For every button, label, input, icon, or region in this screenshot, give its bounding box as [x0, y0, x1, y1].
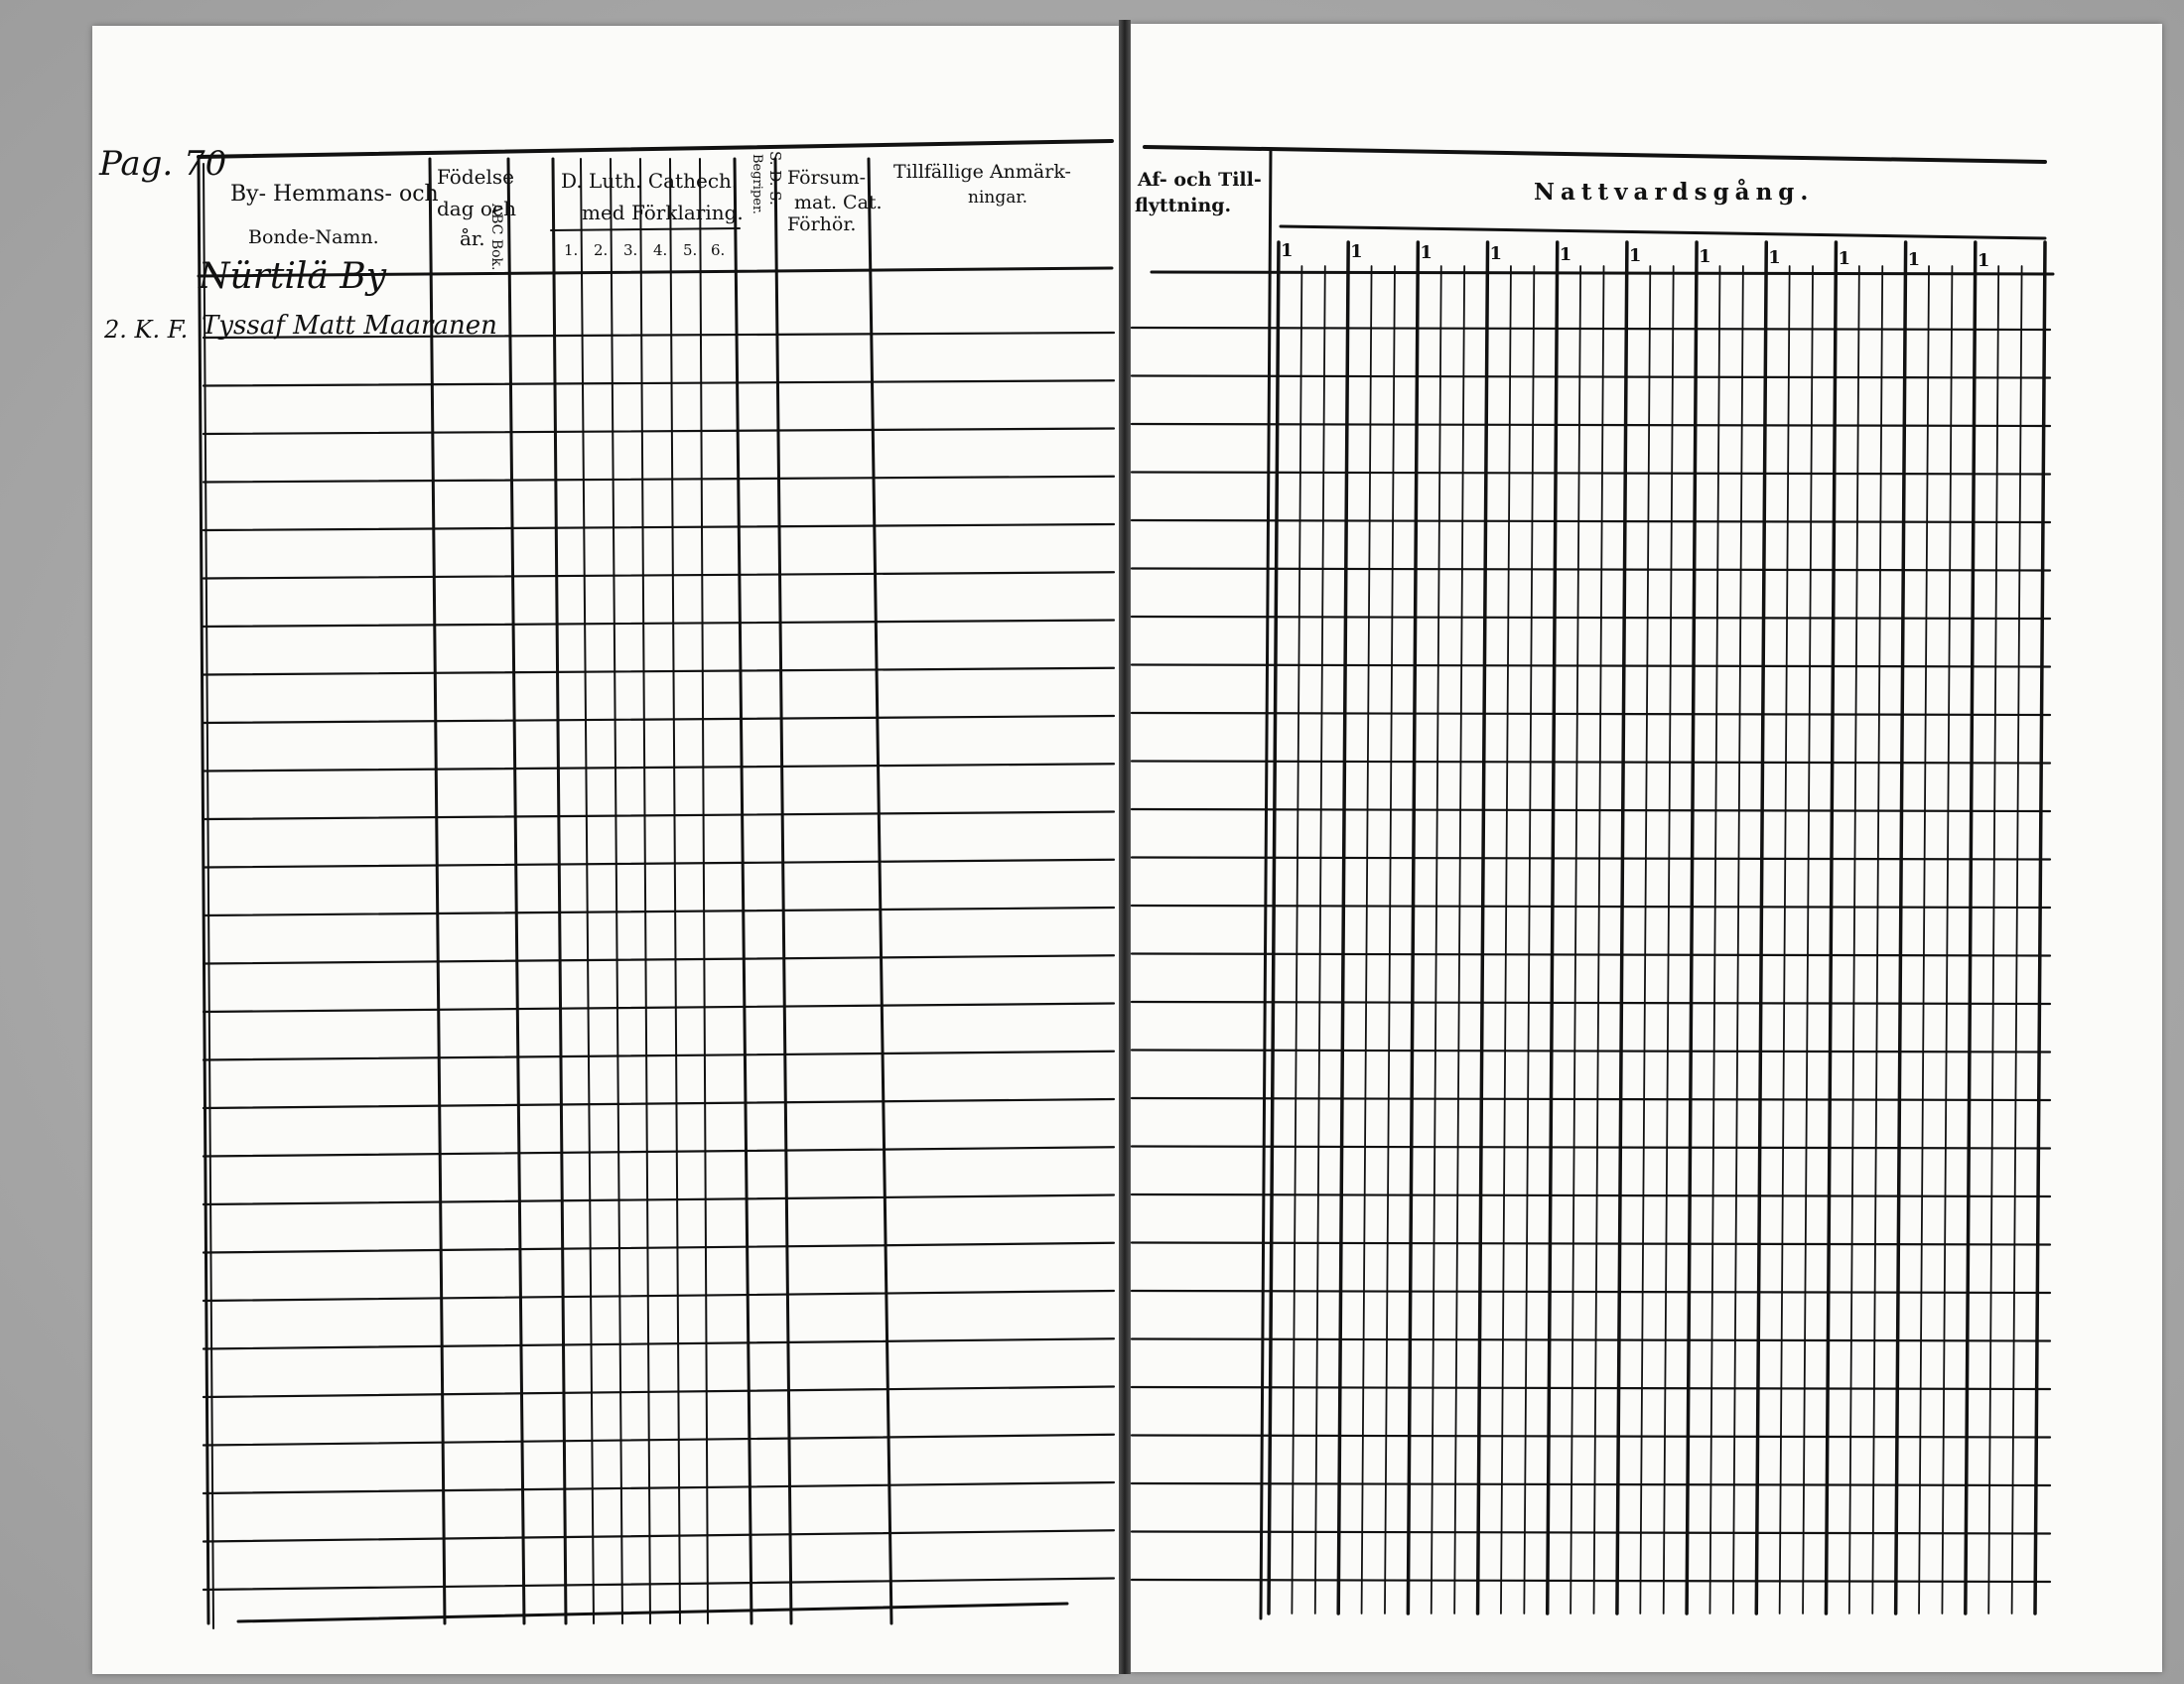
nattvard-minor-line	[1849, 266, 1859, 1614]
right-row-line	[1132, 1194, 2050, 1196]
left-row-line	[204, 1387, 1114, 1398]
left-row-line	[204, 621, 1114, 628]
right-row-line	[1132, 954, 2050, 956]
year-mark: 1	[1977, 250, 1990, 271]
left-row-line	[204, 668, 1114, 675]
year-mark: 1	[1559, 244, 1572, 265]
nattvard-major-line	[1966, 242, 1976, 1614]
right-row-line	[1132, 1147, 2050, 1149]
left-row-line	[204, 1482, 1114, 1493]
right-row-line	[1132, 1098, 2050, 1100]
right-row-line	[1132, 1243, 2050, 1245]
left-top-rule	[199, 141, 1112, 157]
header-fodelse-3: år.	[460, 226, 485, 250]
left-column-line	[670, 159, 680, 1623]
header-forsum-3: Förhör.	[787, 213, 857, 235]
header-luth-2: med Förklaring.	[582, 201, 744, 224]
left-row-line	[204, 1338, 1114, 1348]
nattvard-major-line	[1269, 242, 1279, 1614]
nattvard-major-line	[1617, 242, 1627, 1614]
left-row-line	[204, 1243, 1114, 1253]
left-column-line	[553, 159, 566, 1623]
nattvard-minor-line	[1872, 266, 1882, 1614]
left-row-line	[204, 380, 1114, 385]
left-row-line	[204, 812, 1114, 820]
nattvard-minor-line	[1664, 266, 1674, 1614]
nattvard-minor-line	[1780, 266, 1790, 1614]
year-mark: 1	[1838, 248, 1850, 269]
row-name: Tyssaf Matt Maaranen	[202, 311, 497, 341]
left-row-line	[204, 1195, 1114, 1205]
left-column-line	[869, 159, 891, 1623]
left-row-line	[204, 1147, 1114, 1156]
header-luth-1: D. Luth. Cathech.	[561, 169, 739, 193]
year-mark: 1	[1699, 246, 1711, 267]
right-row-line	[1132, 713, 2050, 715]
header-flyttning-1: Af- och Till-	[1138, 169, 1262, 191]
left-row-line	[204, 1435, 1114, 1446]
nattvard-minor-line	[1988, 266, 1998, 1614]
year-mark: 1	[1489, 243, 1503, 264]
nattvard-minor-line	[1292, 266, 1301, 1614]
left-bottom-rule	[238, 1604, 1067, 1621]
row-marker: 2. K. F.	[104, 316, 189, 344]
left-row-line	[204, 524, 1114, 530]
nattvard-minor-line	[1315, 266, 1325, 1614]
nattvard-major-line	[1756, 242, 1766, 1614]
left-column-line	[700, 159, 708, 1623]
luth-sub-rule	[551, 228, 740, 230]
left-row-line	[204, 860, 1114, 868]
nattvard-minor-line	[1454, 266, 1464, 1614]
header-tillfallige-2: ningar.	[968, 188, 1028, 208]
corner-note: Pag. 70	[99, 144, 227, 184]
village-name: Nürtilä By	[199, 256, 387, 297]
right-row-line	[1132, 617, 2050, 619]
left-row-line	[204, 572, 1114, 578]
header-flyttning-2: flyttning.	[1135, 195, 1232, 216]
header-sub-col-6: 6.	[711, 241, 726, 259]
left-column-line	[775, 159, 791, 1623]
header-nattvard: Nattvardsgång.	[1534, 179, 1815, 206]
left-row-line	[204, 477, 1114, 483]
header-sds-1: S. D. S.	[766, 151, 784, 206]
year-mark: 1	[1281, 240, 1294, 261]
nattvard-major-line	[1478, 242, 1488, 1614]
header-forsum-2: mat. Cat.	[794, 192, 883, 213]
nattvard-minor-line	[1919, 266, 1929, 1614]
header-sub-col-2: 2.	[594, 241, 609, 259]
nattvard-minor-line	[1524, 266, 1534, 1614]
right-top-rule	[1145, 147, 2045, 162]
left-column-line	[508, 159, 524, 1623]
nattvard-major-line	[1826, 242, 1836, 1614]
right-row-line	[1132, 762, 2050, 764]
nattvard-minor-line	[1432, 266, 1441, 1614]
header-forsum-1: Försum-	[787, 167, 867, 189]
left-row-line	[204, 1099, 1114, 1108]
left-column-line	[735, 159, 751, 1623]
right-row-line	[1132, 906, 2050, 908]
left-row-line	[204, 1052, 1114, 1060]
nattvard-major-line	[1408, 242, 1418, 1614]
nattvard-minor-line	[1570, 266, 1580, 1614]
nattvard-minor-line	[1362, 266, 1372, 1614]
nattvard-major-line	[1548, 242, 1558, 1614]
nattvard-major-line	[2035, 242, 2045, 1614]
left-row-line	[204, 716, 1114, 723]
left-row-line	[204, 429, 1114, 435]
right-header-rule	[1152, 272, 2053, 274]
left-row-line	[204, 1530, 1114, 1541]
header-sds-2: Begriper.	[750, 154, 764, 214]
year-mark: 1	[1907, 249, 1921, 270]
nattvard-major-line	[1687, 242, 1697, 1614]
right-row-line	[1132, 858, 2050, 860]
nattvard-minor-line	[1709, 266, 1719, 1614]
left-row-line	[204, 1579, 1114, 1591]
header-tillfallige-1: Tillfällige Anmärk-	[893, 161, 1071, 183]
right-row-line	[1132, 1051, 2050, 1052]
left-column-line	[640, 159, 650, 1623]
nattvard-minor-line	[1942, 266, 1952, 1614]
header-by-hemmans: By- Hemmans- och	[230, 182, 439, 207]
header-sub-col-5: 5.	[683, 241, 698, 259]
year-mark: 1	[1350, 241, 1363, 262]
left-row-line	[204, 908, 1114, 915]
right-row-line	[1132, 665, 2050, 667]
year-mark: 1	[1420, 242, 1433, 263]
left-row-line	[204, 1004, 1114, 1013]
header-sub-col-3: 3.	[623, 241, 638, 259]
right-row-line	[1132, 569, 2050, 571]
nattvard-minor-line	[2012, 266, 2022, 1614]
right-nattvard-rule	[1281, 226, 2045, 238]
header-fodelse-1: Födelse	[437, 165, 514, 189]
right-row-line	[1132, 1002, 2050, 1004]
left-row-line	[204, 1291, 1114, 1301]
header-sub-col-4: 4.	[653, 241, 668, 259]
header-fodelse-2: dag och	[437, 197, 517, 220]
left-column-line	[199, 159, 208, 1623]
nattvard-minor-line	[1803, 266, 1813, 1614]
nattvard-minor-line	[1501, 266, 1511, 1614]
header-bonde-namn: Bonde-Namn.	[248, 226, 379, 248]
nattvard-minor-line	[1640, 266, 1650, 1614]
left-column-line	[611, 159, 622, 1623]
header-sub-col-1: 1.	[564, 241, 579, 259]
left-row-line	[204, 764, 1114, 771]
nattvard-minor-line	[1733, 266, 1743, 1614]
nattvard-minor-line	[1385, 266, 1395, 1614]
nattvard-major-line	[1896, 242, 1906, 1614]
left-column-line	[430, 159, 445, 1623]
year-mark: 1	[1768, 247, 1781, 268]
left-row-line	[204, 955, 1114, 963]
right-row-line	[1132, 809, 2050, 811]
year-mark: 1	[1628, 245, 1642, 266]
left-column-line	[581, 159, 594, 1623]
nattvard-major-line	[1338, 242, 1348, 1614]
nattvard-minor-line	[1594, 266, 1604, 1614]
